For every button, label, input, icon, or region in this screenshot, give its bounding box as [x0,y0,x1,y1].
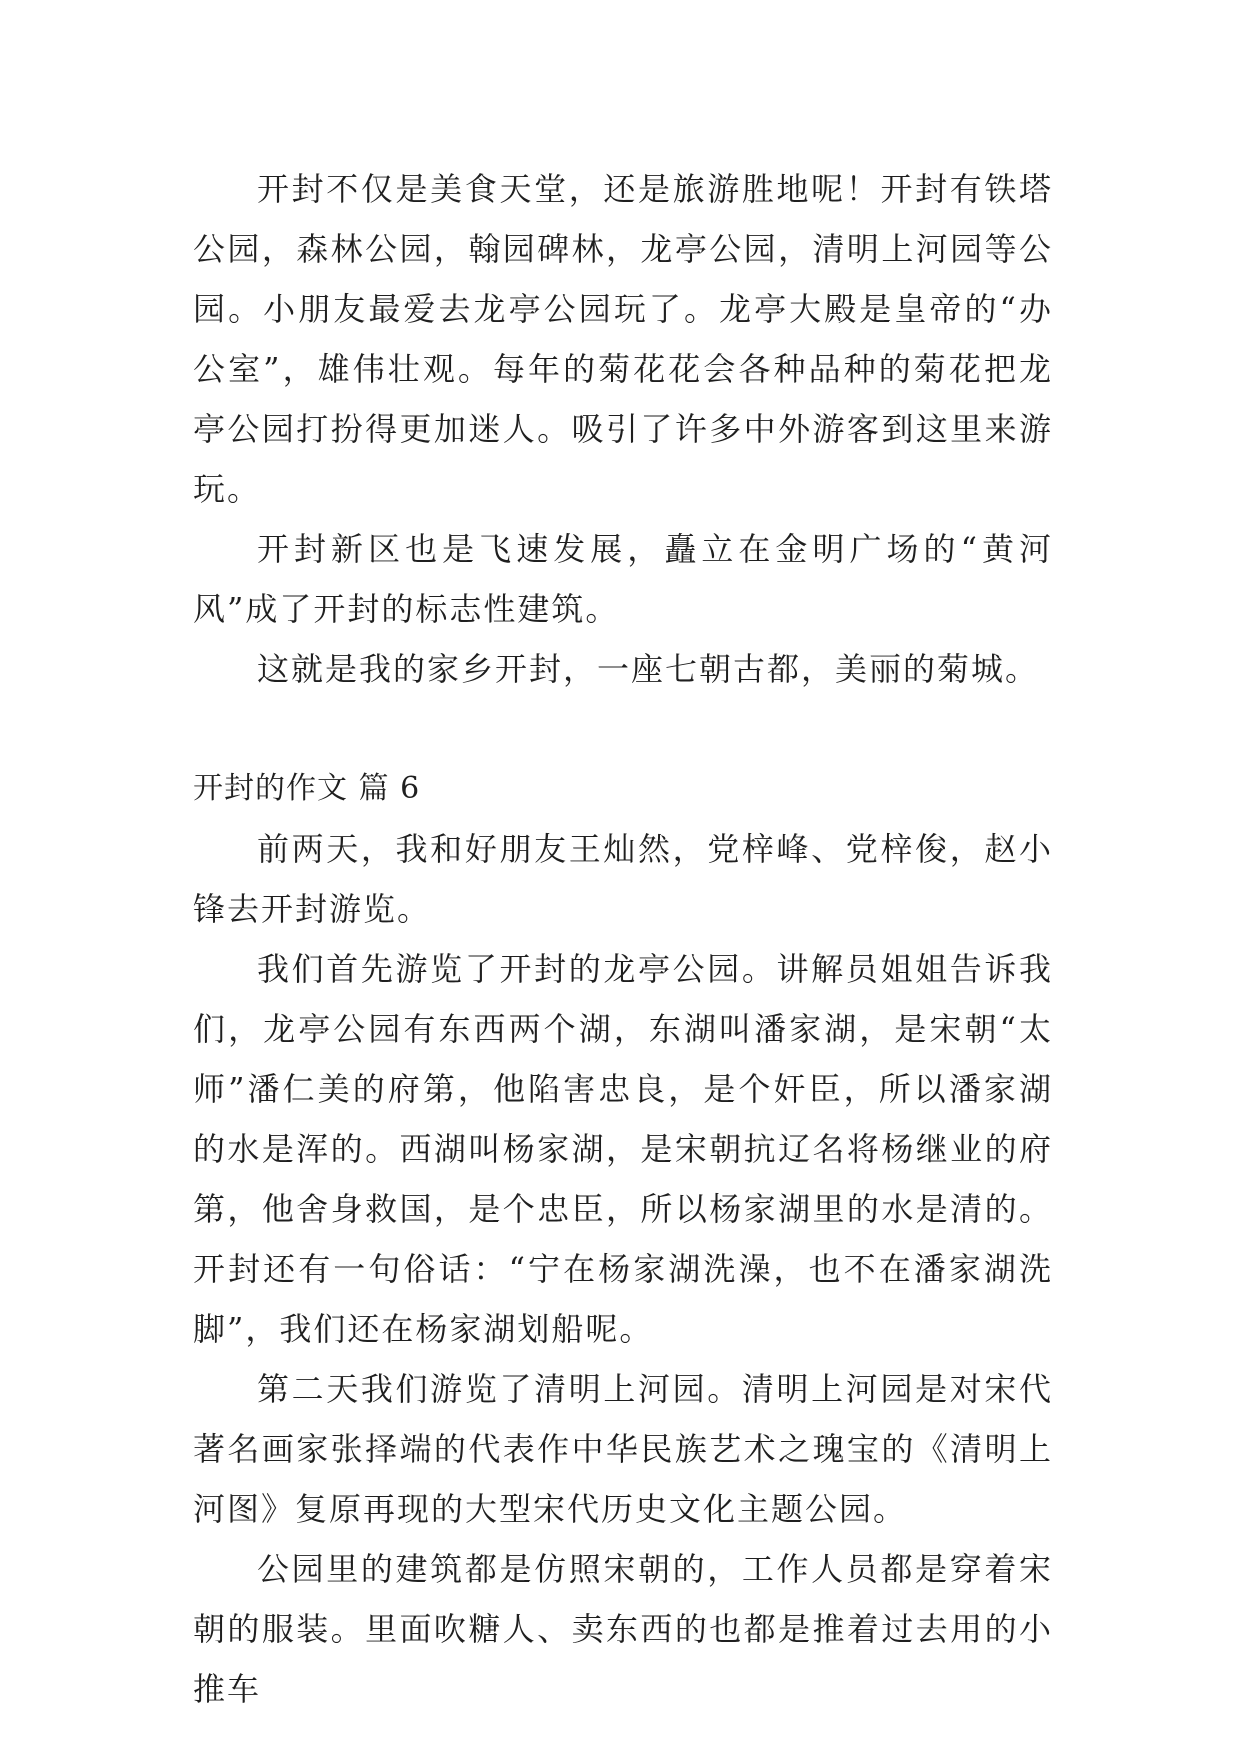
paragraph: 开封不仅是美食天堂，还是旅游胜地呢！开封有铁塔公园，森林公园，翰园碑林，龙亭公园，清明上河园等公园。小朋友最爱去龙亭公园玩了。龙亭大殿是皇帝的“办公室”，雄伟壮观。每年的菊花花会各种品种的菊花把龙亭公园打扮得更加迷人。吸引了许多中外游客到这里来游玩。 [193,170,1053,508]
paragraph: 开封新区也是飞速发展，矗立在金明广场的“黄河风”成了开封的标志性建筑。 [193,530,1053,628]
paragraph: 第二天我们游览了清明上河园。清明上河园是对宋代著名画家张择端的代表作中华民族艺术之瑰宝的《清明上河图》复原再现的大型宋代历史文化主题公园。 [193,1370,1053,1528]
document-body [193,159,1053,1719]
essay-5-tail [193,159,1053,699]
paragraph: 这就是我的家乡开封，一座七朝古都，美丽的菊城。 [257,650,1040,688]
paragraph: 公园里的建筑都是仿照宋朝的，工作人员都是穿着宋朝的服装。里面吹糖人、卖东西的也都是推着过去用的小推车 [193,1550,1053,1708]
section-gap [193,699,1053,759]
paragraph: 前两天，我和好朋友王灿然，党梓峰、党梓俊，赵小锋去开封游览。 [193,830,1053,928]
paragraph: 我们首先游览了开封的龙亭公园。讲解员姐姐告诉我们，龙亭公园有东西两个湖，东湖叫潘家湖，是宋朝“太师”潘仁美的府第，他陷害忠良，是个奸臣，所以潘家湖的水是浑的。西湖叫杨家湖，是宋朝抗辽名将杨继业的府第，他舍身救国，是个忠臣，所以杨家湖里的水是清的。开封还有一句俗话：“宁在杨家湖洗澡，也不在潘家湖洗脚”，我们还在杨家湖划船呢。 [193,950,1053,1348]
essay-6 [193,759,1053,1719]
essay-heading: 开封的作文 篇 6 [193,771,421,806]
